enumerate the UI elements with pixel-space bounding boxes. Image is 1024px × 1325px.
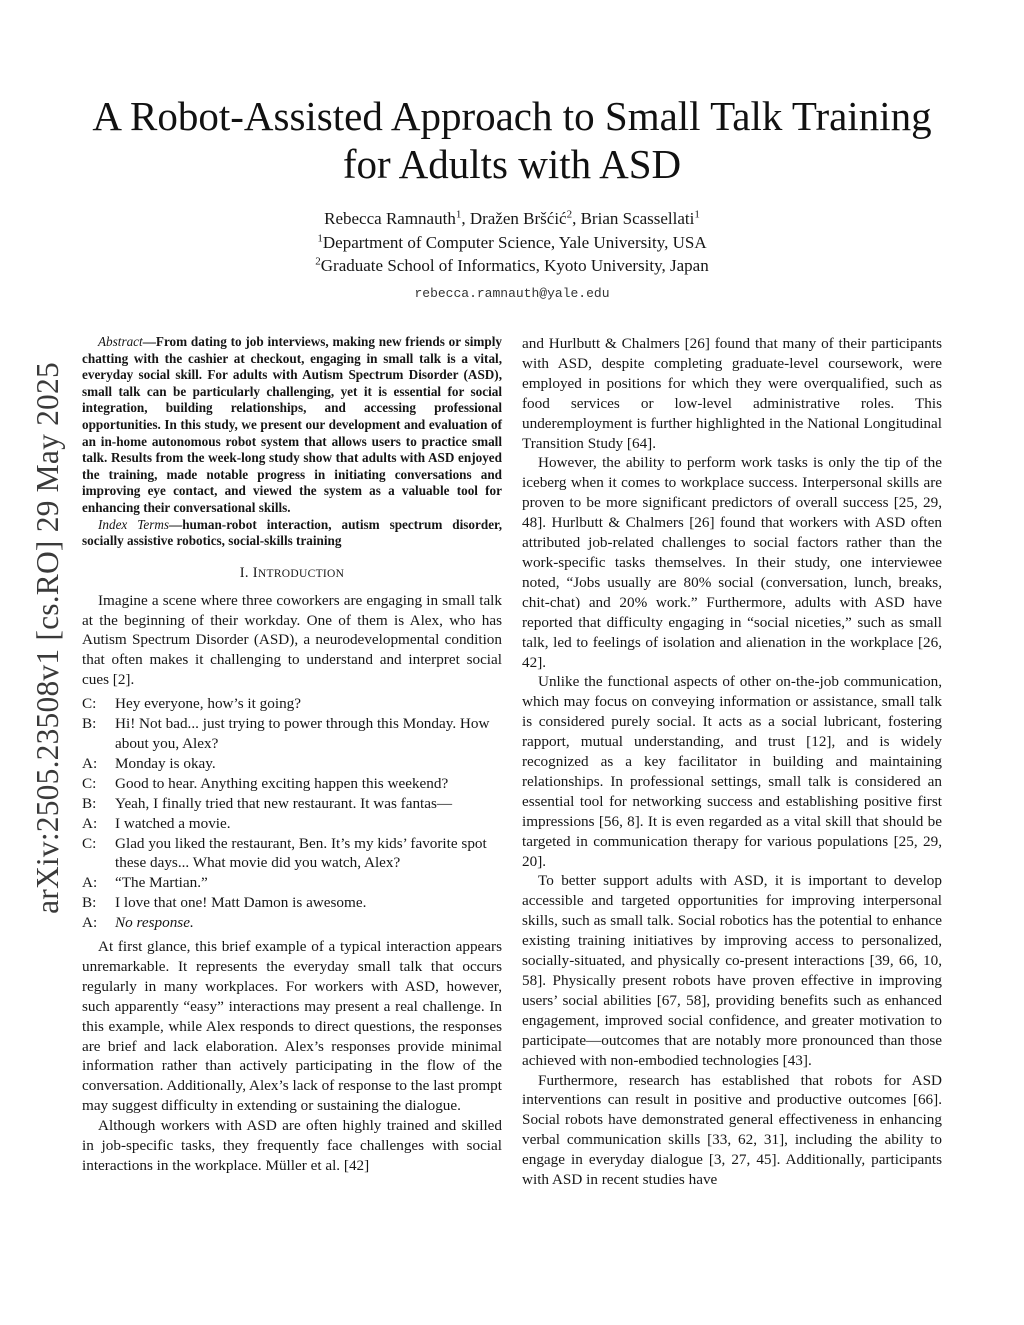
dialogue-example [82, 694, 502, 933]
speaker: A: [82, 814, 98, 832]
dialogue-line [82, 714, 502, 754]
author-1: Rebecca Ramnauth [324, 209, 456, 228]
title-line-1: A Robot-Assisted Approach to Small Talk Training [92, 93, 932, 139]
dialogue-line [82, 694, 502, 714]
affiliation-1-mark: 1 [317, 231, 323, 244]
speaker: B: [82, 894, 97, 912]
body-paragraph-1: and Hurlbutt & Chalmers [26] found that many of their participants with ASD, despite completing graduate-level coursework, were employed in positions for which they were overqualified, such as food services or low-level administrative roles. This underemployment is further highlighted in the National Longitudinal Transition Study [64]. [522, 335, 942, 452]
speaker: C: [82, 695, 97, 713]
affiliation-2-text: Graduate School of Informatics, Kyoto University, Japan [320, 256, 709, 275]
section-title-rest: NTRODUCTION [257, 567, 345, 580]
body-paragraph-2: However, the ability to perform work tasks is only the tip of the iceberg when it comes to workplace success. Interpersonal skills are proven to be more significant predictors of overall success [25, 29, 48]. Hurlbutt & Chalmers [26] found that workers with ASD often attributed job-related challenges to social factors rather than the work-specific tasks themselves. In their study, one interviewee noted, “Jobs usually are 80% social (conversation, lunch, breaks, chit-chat) and 20% work.” Furthermore, adults with ASD have reported that difficulty engaging in “social niceties,” such as small talk, led to feelings of isolation and alienation in the workplace [26, 42]. [522, 454, 942, 671]
utterance: Good to hear. Anything exciting happen this weekend? [115, 774, 449, 792]
author-3-affil: 1 [694, 208, 700, 221]
speaker: B: [82, 794, 97, 812]
abstract-label: Abstract [98, 334, 143, 349]
abstract [82, 334, 502, 517]
speaker: B: [82, 715, 97, 733]
dialogue-line [82, 873, 502, 893]
section-number: I. [239, 564, 249, 581]
author-2: Dražen Bršćić [469, 209, 567, 228]
utterance: Hey everyone, how’s it going? [115, 695, 302, 713]
utterance: I love that one! Matt Damon is awesome. [115, 894, 367, 912]
speaker: C: [82, 774, 97, 792]
affiliation-2-mark: 2 [315, 255, 321, 268]
affiliation-1-text: Department of Computer Science, Yale University, USA [322, 232, 707, 252]
utterance: Hi! Not bad... just trying to power through this Monday. How about you, Alex? [115, 715, 490, 752]
dialogue-line [82, 794, 502, 814]
affiliation-1 [0, 231, 1024, 255]
section-heading-introduction [82, 564, 502, 585]
dialogue-line [82, 814, 502, 834]
abstract-text: —From dating to job interviews, making new friends or simply chatting with the cashier at checkout, engaging in small talk is a vital, everyday social skill. For adults with Autism Spectrum Disorder (ASD), small talk can be particularly challenging, yet it is essential for social integration, building relationships, and accessing professional opportunities. In this study, we present our development and evaluation of an in-home autonomous robot system that allows users to practice small talk. Results from the week-long study show that adults with ASD enjoyed the training, made notable progress in initiating conversations and improving eye contact, and viewed the system as a valuable tool for enhancing their conversational skills. [82, 334, 502, 515]
utterance: Yeah, I finally tried that new restaurant. It was fantas— [115, 794, 453, 812]
section-initial: I [252, 564, 258, 581]
body-paragraph-5: Furthermore, research has established that robots for ASD interventions can result in positive and productive outcomes [66]. Social robots have demonstrated general effectiveness in enhancing verbal communication skills [33, 62, 31], including the ability to engage in everyday dialogue [3, 27, 45]. Additionally, participants with ASD in recent studies have [522, 1071, 942, 1189]
author-2-affil: 2 [566, 208, 573, 221]
utterance: No response. [115, 914, 194, 932]
utterance: Glad you liked the restaurant, Ben. It’s my kids’ favorite spot these days... What movie did you watch, Alex? [115, 834, 487, 872]
speaker: C: [82, 834, 97, 852]
intro-paragraph-3: Although workers with ASD are often highly trained and skilled in job-specific tasks, they frequently face challenges with social interactions in the workplace. Müller et al. [42] [82, 1117, 502, 1174]
paper-title [0, 92, 1024, 188]
intro-paragraph-1: Imagine a scene where three coworkers are engaging in small talk at the beginning of their workday. One of them is Alex, who has Autism Spectrum Disorder (ASD), a neurodevelopmental condition that often makes it challenging to understand and interpret social cues [2]. [82, 591, 502, 689]
speaker: A: [82, 754, 98, 772]
author-names: Rebecca Ramnauth$^1$, Dražen Bršćić$^2$, Brian Scassellati$^1$ [324, 208, 700, 228]
left-column [82, 334, 502, 1176]
utterance: I watched a movie. [115, 814, 231, 832]
intro-paragraph-2: At first glance, this brief example of a typical interaction appears unremarkable. It represents the everyday small talk that occurs regularly in many workplaces. For workers with ASD, however, such apparently “easy” interactions may present a real challenge. In this example, while Alex responds to direct questions, the responses are brief and lack elaboration. Alex’s responses provide minimal information rather than actively participating in the flow of the conversation. Additionally, Alex’s lack of response to the last prompt may suggest difficulty in extending or sustaining the dialogue. [82, 938, 502, 1115]
dialogue-line [82, 893, 502, 913]
utterance: Monday is okay. [115, 754, 216, 772]
title-line-2: for Adults with ASD [342, 141, 682, 187]
index-terms-text: —human-robot interaction, autism spectrum disorder, socially assistive robotics, social-skills training [82, 516, 502, 549]
speaker: A: [82, 914, 98, 932]
index-terms [82, 517, 502, 550]
author-block [0, 207, 1024, 305]
dialogue-line [82, 774, 502, 794]
body-paragraph-3: Unlike the functional aspects of other on-the-job communication, which may focus on conveying information or assistance, small talk is considered purely social. It acts as a social lubricant, fostering rapport, mutual understanding, and trust [12], and is widely recognized as a key facilitator in building and maintaining relationships. In professional settings, small talk is considered an essential tool for networking success and establishing positive first impressions [56, 8]. It is even regarded as a vital skill that should be targeted in communication therapy for various populations [25, 29, 20]. [522, 673, 942, 870]
affiliation-2 [0, 254, 1024, 278]
author-email: rebecca.ramnauth@yale.edu [414, 285, 610, 301]
right-column [522, 334, 942, 1190]
index-terms-label: Index Terms [98, 516, 170, 532]
dialogue-line [82, 754, 502, 774]
author-3: Brian Scassellati [580, 209, 695, 228]
utterance: “The Martian.” [115, 874, 208, 892]
dialogue-line [82, 834, 502, 874]
speaker: A: [82, 874, 98, 892]
author-1-affil: 1 [455, 208, 462, 221]
dialogue-line [82, 913, 502, 933]
arxiv-identifier-text: arXiv:2505.23508v1 [cs.RO] 29 May 2025 [30, 362, 65, 914]
body-paragraph-4: To better support adults with ASD, it is important to develop accessible and targeted opportunities for improving interpersonal skills, such as small talk. Social robotics has the potential to enhance existing training initiatives by improving access to personalized, socially-situated, and physically co-present interactions [39, 66, 10, 58]. Physically present robots have proven effective in improving users’ social abilities [67, 58], providing benefits such as enhanced engagement, improved social confidence, and greater motivation to participate—outcomes that are notably more pronounced than those achieved with non-embodied technologies [43]. [522, 872, 942, 1069]
